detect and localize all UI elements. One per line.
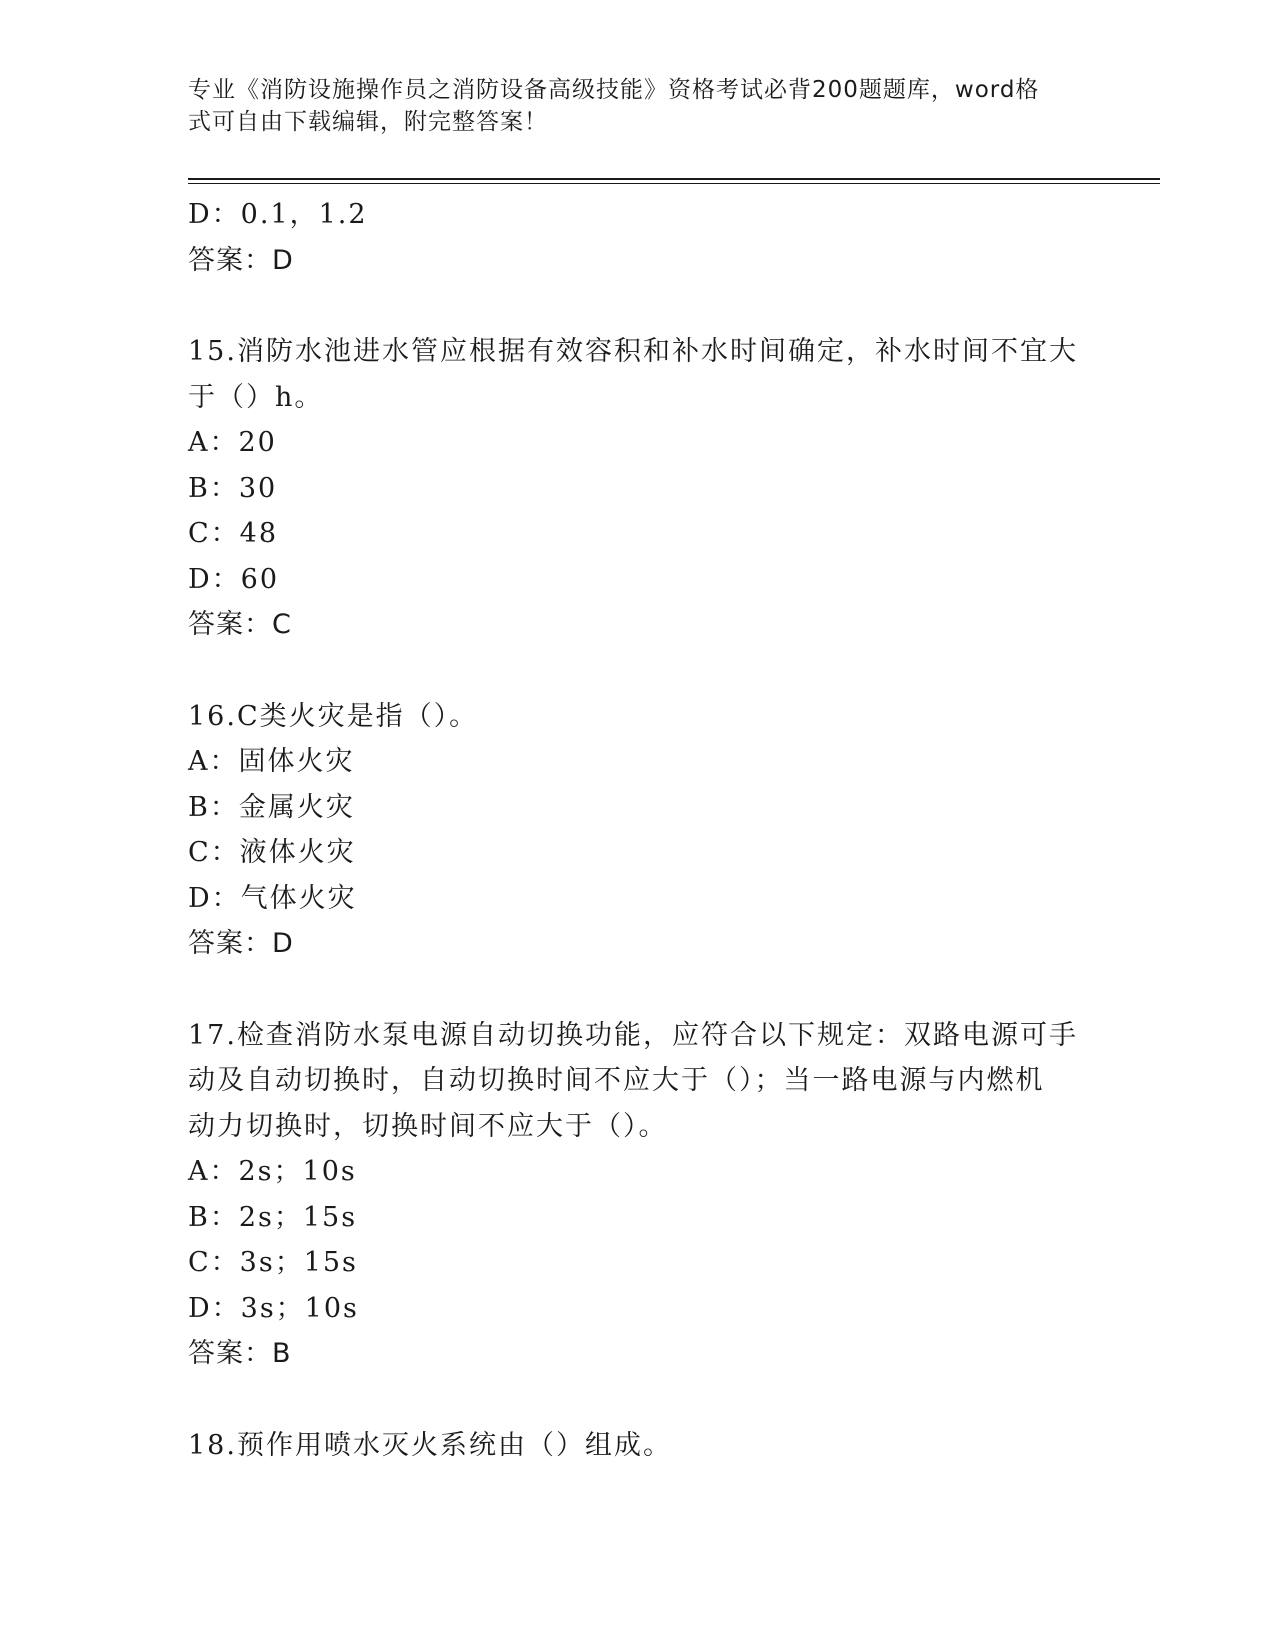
option-b: B：30 xyxy=(188,472,278,504)
header-line-1: 专业《消防设施操作员之消防设备高级技能》资格考试必背200题题库，word格 xyxy=(188,77,1040,103)
question-list xyxy=(188,192,1088,1468)
spacer xyxy=(188,967,1088,1013)
spacer xyxy=(188,283,1088,329)
question-stem-line: 动及自动切换时，自动切换时间不应大于（）；当一路电源与内燃机 xyxy=(188,1065,1045,1096)
header-rule-thick xyxy=(188,178,1160,180)
answer: 答案：D xyxy=(188,244,294,276)
answer: 答案：B xyxy=(188,1338,292,1369)
option-a: A：20 xyxy=(188,427,277,458)
question-stem-line: 17.检查消防水泵电源自动切换功能，应符合以下规定：双路电源可手 xyxy=(188,1019,1078,1051)
header-rule-thin xyxy=(188,183,1160,184)
option-b: B：2s；15s xyxy=(188,1201,358,1233)
answer: 答案：D xyxy=(188,928,294,959)
option-c: C：48 xyxy=(188,518,279,549)
option-d: D：0.1，1.2 xyxy=(188,199,368,230)
option-c: C：液体火灾 xyxy=(188,837,356,868)
option-d: D：60 xyxy=(188,563,280,595)
question-stem-line: 动力切换时，切换时间不应大于（）。 xyxy=(188,1110,668,1142)
option-d: D：气体火灾 xyxy=(188,882,357,914)
option-b: B：金属火灾 xyxy=(188,791,355,823)
option-a: A：2s；10s xyxy=(188,1156,357,1187)
question-14-tail xyxy=(188,192,1088,283)
question-stem-line: 15.消防水池进水管应根据有效容积和补水时间确定，补水时间不宜大 xyxy=(188,336,1078,367)
question-stem-line: 于（）h。 xyxy=(188,381,324,413)
option-d: D：3s；10s xyxy=(188,1292,359,1324)
spacer xyxy=(188,648,1088,694)
question-18 xyxy=(188,1423,1088,1469)
spacer xyxy=(188,1377,1088,1423)
question-stem-line: 18.预作用喷水灭火系统由（）组成。 xyxy=(188,1429,672,1461)
header-line-2: 式可自由下载编辑，附完整答案！ xyxy=(188,109,548,135)
question-stem-line: 16.C类火灾是指（）。 xyxy=(188,700,479,732)
answer: 答案：C xyxy=(188,609,292,640)
question-15 xyxy=(188,329,1088,648)
option-c: C：3s；15s xyxy=(188,1247,358,1278)
question-17 xyxy=(188,1013,1088,1377)
option-a: A：固体火灾 xyxy=(188,746,355,777)
document-header xyxy=(188,74,1068,138)
question-16 xyxy=(188,694,1088,967)
